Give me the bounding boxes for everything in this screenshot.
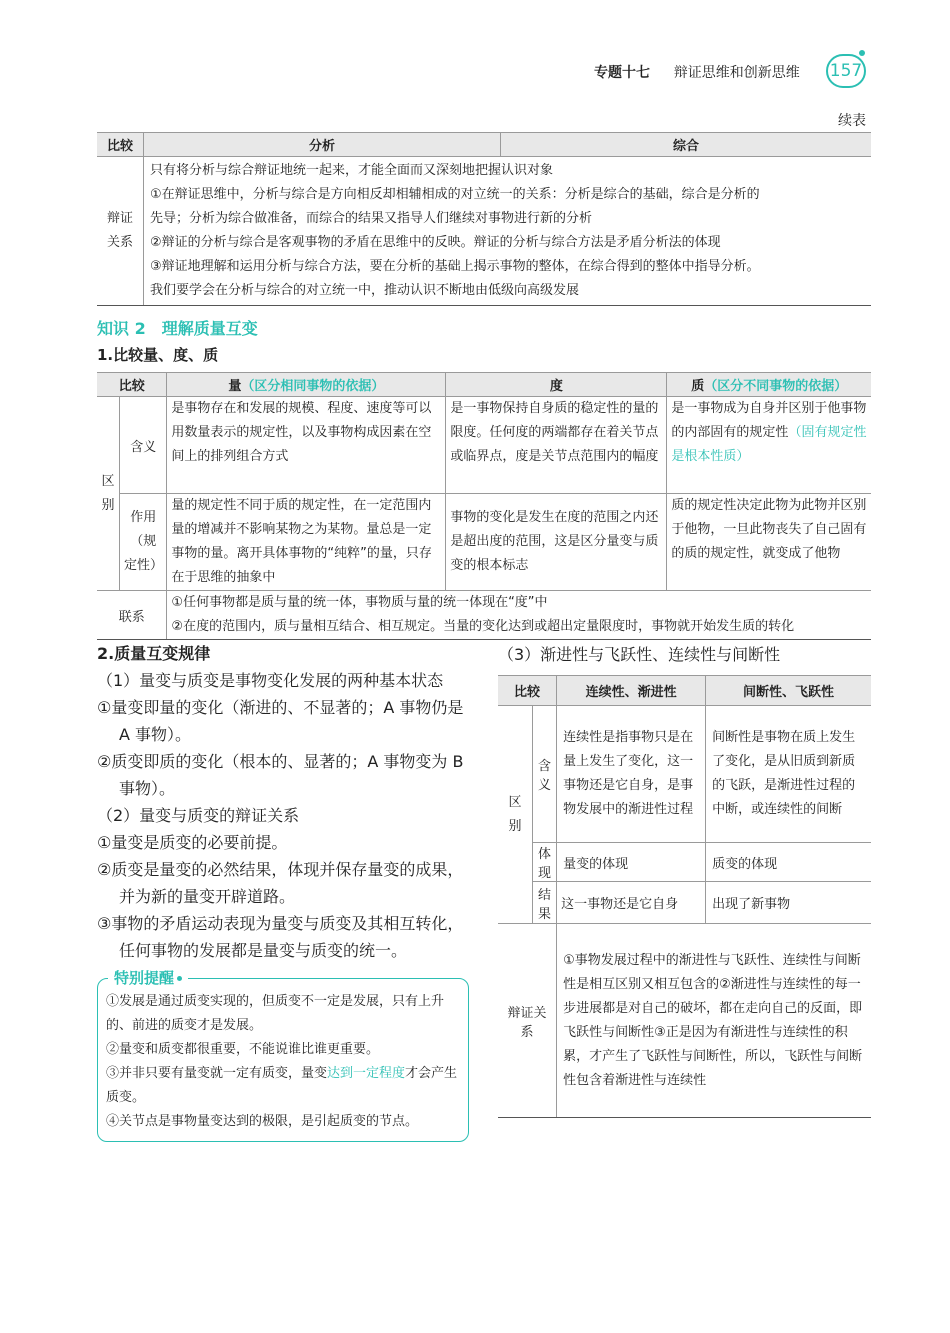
left-column	[97, 640, 473, 964]
quantity-note: （区分相同事物的依据）	[241, 379, 385, 394]
para: （1）量变与质变是事物变化发展的两种基本状态	[97, 671, 444, 690]
tip-line: ②量变和质变都很重要，不能说谁比谁更重要。	[106, 1042, 380, 1057]
row-label-dialectic: 辩证 关系	[97, 157, 144, 306]
section-heading-2: 2.质量互变规律	[97, 644, 211, 663]
col-compare: 比较	[97, 133, 144, 157]
dialectic-content: ①事物发展过程中的渐进性与飞跃性、连续性与间断性是相互区别又相互包含的②渐进性与连续性的每一步进展都是对自己的破坏，都在走向自己的反面，即飞跃性与间断性③正是因为有渐进性与连续性的积累，才产生了飞跃性与间断性，所以，飞跃性与间断性包含着渐进性与连续性	[557, 924, 871, 1118]
leap-embodiment: 质变的体现	[706, 843, 871, 882]
t1-line: 先导；分析为综合做准备，而综合的结果又指导人们继续对事物进行新的分析	[150, 211, 593, 226]
page-number: 157	[829, 61, 863, 81]
tip-line: ③并非只要有量变就一定有质变，量变达到一定程度才会产生质变。	[106, 1066, 458, 1105]
col-quality: 质（区分不同事物的依据）	[667, 373, 871, 397]
t1-line: ②辩证的分析与综合是客观事物的矛盾在思维中的反映。辩证的分析与综合方法是矛盾分析法的体现	[150, 235, 721, 250]
row-label-meaning: 含义	[533, 706, 557, 843]
chapter-title: 辩证思维和创新思维	[673, 65, 800, 81]
relation-content	[167, 591, 871, 640]
quantity-function: 量的规定性不同于质的规定性，在一定范围内量的增减并不影响某物之为某物。量总是一定事物的量。离开具体事物的“纯粹”的量，只存在于思维的抽象中	[167, 494, 446, 591]
row-label-function: 作用 （规定性）	[120, 494, 167, 591]
tip-line: ①发展是通过质变实现的，但质变不一定是发展，只有上升的、前进的质变才是发展。	[106, 994, 445, 1033]
col-leap: 间断性、飞跃性	[706, 676, 871, 706]
tip-content	[106, 990, 462, 1134]
knowledge-heading: 知识 2 理解质量互变	[97, 319, 258, 338]
quality-meaning: 是一事物成为自身并区别于他事物的内部固有的规定性（固有规定性是根本性质）	[667, 397, 871, 494]
tip-label: 特别提醒	[108, 967, 188, 988]
continuity-result: 这一事物还是它自身	[557, 882, 706, 924]
col-compare: 比较	[97, 373, 167, 397]
para: （2）量变与质变的辩证关系	[97, 806, 300, 825]
badge-dot	[859, 50, 865, 56]
continuity-embodiment: 量变的体现	[557, 843, 706, 882]
row-label-meaning: 含义	[120, 397, 167, 494]
tip-line: ④关节点是事物量变达到的极限，是引起质变的节点。	[106, 1114, 419, 1129]
col-degree: 度	[446, 373, 667, 397]
row-label-embodiment: 体现	[533, 843, 557, 882]
t1-line: ①在辩证思维中，分析与综合是方向相反却相辅相成的对立统一的关系：分析是综合的基础，综合是分析的	[150, 187, 760, 202]
row-label-relation: 联系	[97, 591, 167, 640]
leap-meaning: 间断性是事物在质上发生了变化，是从旧质到新质的飞跃，是渐进性过程的中断，或连续性的间断	[706, 706, 871, 843]
relation-line: ①任何事物都是质与量的统一体，事物质与量的统一体现在“度”中	[171, 595, 548, 610]
row-label-dialectic: 辩证关系	[498, 924, 557, 1118]
quality-function: 质的规定性决定此物为此物并区别于他物，一旦此物丧失了自己固有的质的规定性，就变成了他物	[667, 494, 871, 591]
continuity-leap-table	[498, 675, 871, 1118]
right-heading: （3）渐进性与飞跃性、连续性与间断性	[498, 645, 781, 664]
col-synthesis: 综合	[501, 133, 872, 157]
continued-label: 续表	[838, 113, 866, 129]
col-compare: 比较	[498, 676, 557, 706]
col-quantity: 量（区分相同事物的依据）	[167, 373, 446, 397]
t1-line: ③辩证地理解和运用分析与综合方法，要在分析的基础上揭示事物的整体，在综合得到的整体中指导分析。	[150, 259, 760, 274]
quality-meaning-note: （固有规定性是根本性质）	[671, 425, 867, 464]
tip-highlight: 达到一定程度	[327, 1066, 406, 1081]
relation-line: ②在度的范围内，质与量相互结合、相互规定。当量的变化达到或超出定量限度时，事物就开始发生质的转化	[171, 619, 795, 634]
row-group-difference: 区 别	[97, 397, 120, 591]
quantity-degree-quality-table	[97, 372, 871, 640]
topic-label: 专题十七	[594, 65, 650, 81]
t1-line: 我们要学会在分析与综合的对立统一中，推动认识不断地由低级向高级发展	[150, 283, 580, 298]
quality-note: （区分不同事物的依据）	[704, 379, 848, 394]
running-header	[594, 62, 824, 84]
quantity-meaning: 是事物存在和发展的规模、程度、速度等可以用数量表示的规定性，以及事物构成因素在空间上的排列组合方式	[167, 397, 446, 494]
para: ②质变即质的变化（根本的、显著的；A 事物变为 B 事物）。	[97, 752, 464, 798]
col-continuity: 连续性、渐进性	[557, 676, 706, 706]
t1-line: 只有将分析与综合辩证地统一起来，才能全面而又深刻地把握认识对象	[150, 163, 554, 178]
degree-meaning: 是一事物保持自身质的稳定性的量的限度。任何度的两端都存在着关节点或临界点，度是关节点范围内的幅度	[446, 397, 667, 494]
dialectic-content	[144, 157, 872, 306]
col-analysis: 分析	[144, 133, 501, 157]
tip-dot-icon	[177, 976, 182, 981]
continuity-meaning: 连续性是指事物只是在量上发生了变化，这一事物还是它自身，是事物发展中的渐进性过程	[557, 706, 706, 843]
para: ③事物的矛盾运动表现为量变与质变及其相互转化，任何事物的发展都是量变与质变的统一。	[97, 914, 464, 960]
row-group-difference: 区 别	[498, 706, 533, 924]
leap-result: 出现了新事物	[706, 882, 871, 924]
row-label-result: 结果	[533, 882, 557, 924]
para: ①量变即量的变化（渐进的、不显著的；A 事物仍是 A 事物）。	[97, 698, 464, 744]
degree-function: 事物的变化是发生在度的范围之内还是超出度的范围，这是区分量变与质变的根本标志	[446, 494, 667, 591]
page-number-badge	[826, 54, 866, 88]
section-heading-1: 1.比较量、度、质	[97, 346, 219, 364]
para: ②质变是量变的必然结果，体现并保存量变的成果，并为新的量变开辟道路。	[97, 860, 464, 906]
para: ①量变是质变的必要前提。	[97, 833, 288, 852]
analysis-synthesis-table	[97, 132, 871, 306]
